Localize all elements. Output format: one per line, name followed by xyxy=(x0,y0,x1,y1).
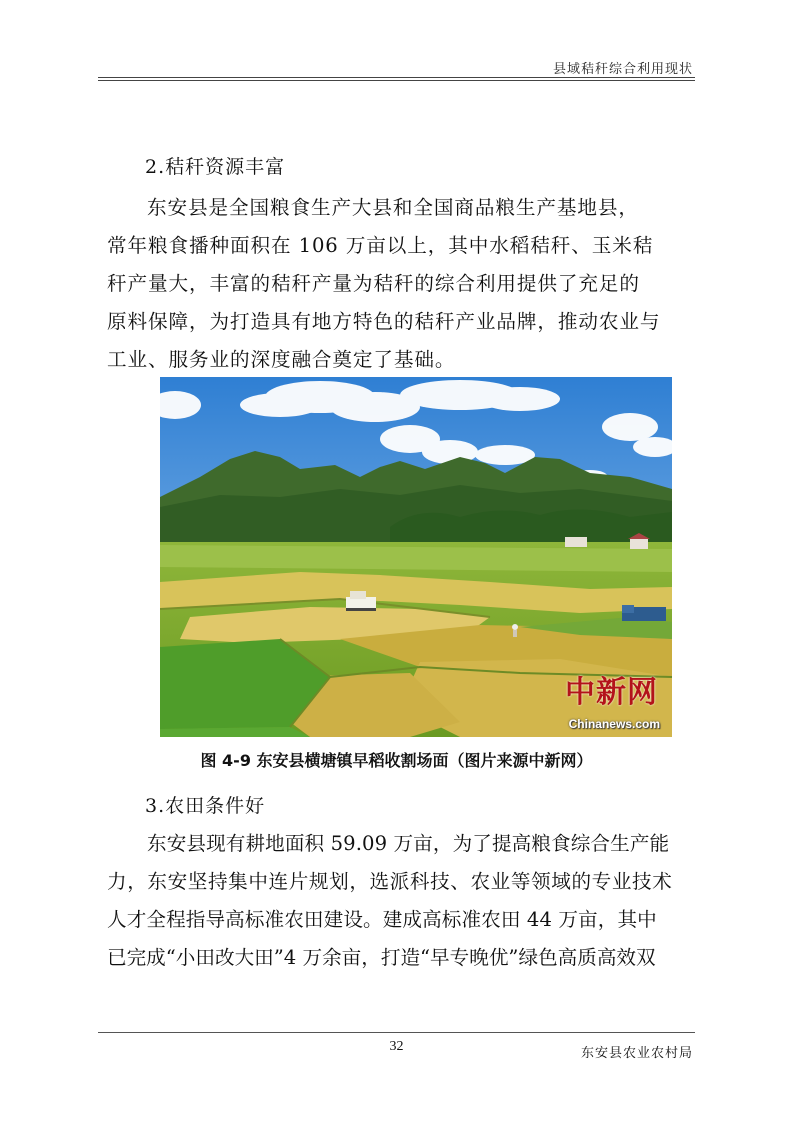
page-number: 32 xyxy=(389,1039,404,1054)
footer-rule xyxy=(98,1032,695,1033)
paragraph-line: 工业、服务业的深度融合奠定了基础。 xyxy=(107,348,456,371)
paragraph-line: 常年粮食播种面积在 106 万亩以上，其中水稻秸秆、玉米秸 xyxy=(107,234,654,257)
photo-watermark-url: Chinanews.com xyxy=(568,717,660,731)
paragraph-line: 东安县是全国粮食生产大县和全国商品粮生产基地县， xyxy=(147,196,639,219)
paragraph-line: 东安县现有耕地面积 59.09 万亩，为了提高粮食综合生产能 xyxy=(147,832,670,855)
paragraph-line: 力，东安坚持集中连片规划，选派科技、农业等领域的专业技术 xyxy=(107,870,673,893)
figure-caption: 图 4-9 东安县横塘镇早稻收割场面（图片来源中新网） xyxy=(200,751,593,770)
footer-organization: 东安县农业农村局 xyxy=(580,1046,693,1061)
section-heading: 2.秸秆资源丰富 xyxy=(145,156,286,178)
figure-photo-rice-harvest xyxy=(160,377,672,737)
paragraph-line: 人才全程指导高标准农田建设。建成高标准农田 44 万亩，其中 xyxy=(107,908,657,931)
header-rule-double xyxy=(98,80,695,81)
header-rule xyxy=(98,77,695,78)
paragraph-line: 秆产量大，丰富的秸秆产量为秸秆的综合利用提供了充足的 xyxy=(107,272,640,295)
paragraph-line: 已完成“小田改大田”4 万余亩，打造“早专晚优”绿色高质高效双 xyxy=(107,946,656,969)
paragraph-line: 原料保障，为打造具有地方特色的秸秆产业品牌，推动农业与 xyxy=(107,310,661,333)
running-header-title: 县域秸秆综合利用现状 xyxy=(552,62,693,77)
photo-watermark-logo: 中新网 xyxy=(565,675,658,710)
section-heading: 3.农田条件好 xyxy=(145,795,266,817)
